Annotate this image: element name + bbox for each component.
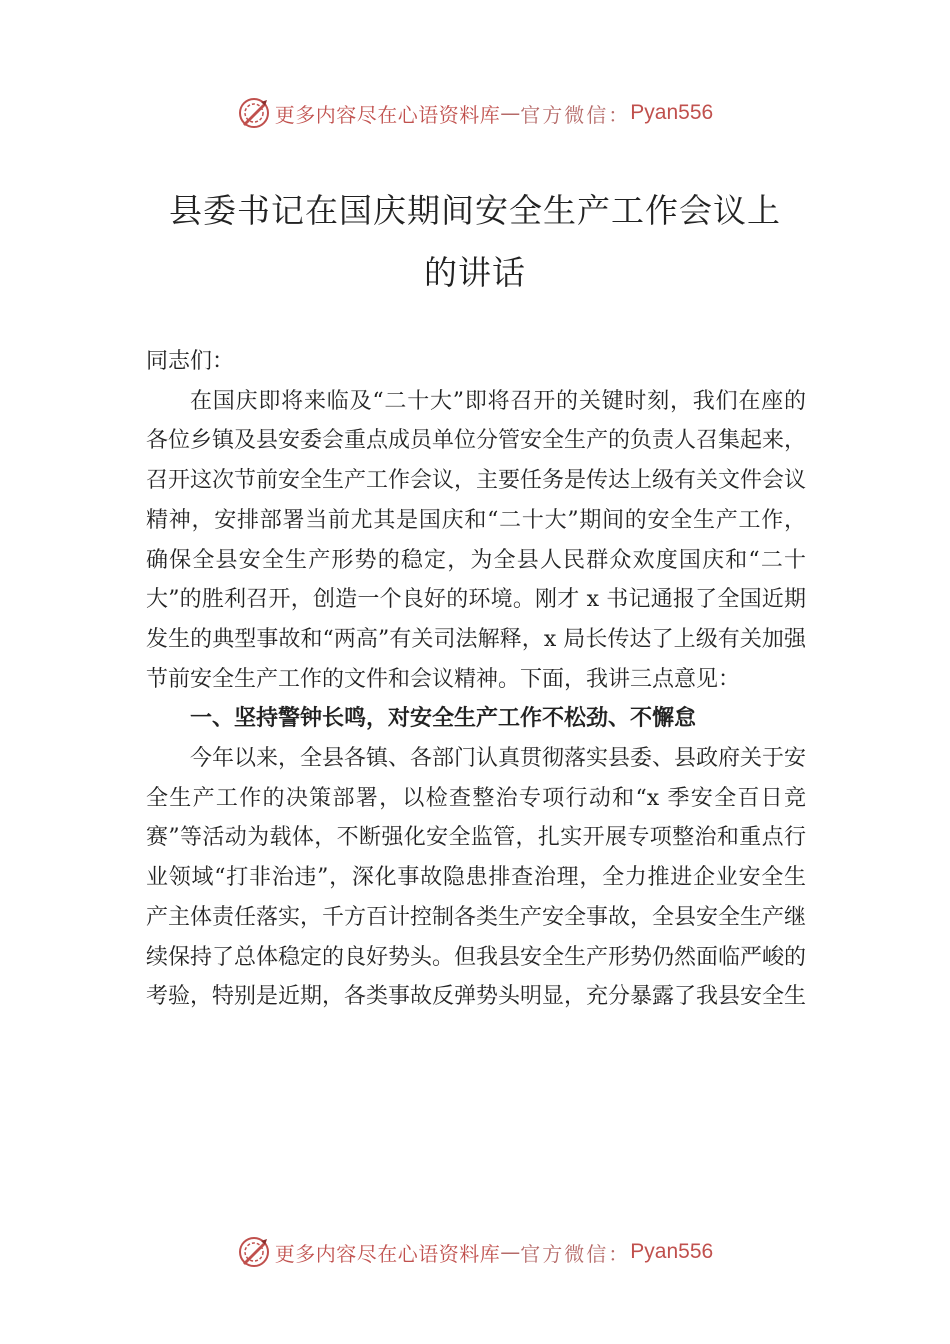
logo-icon bbox=[237, 1235, 271, 1269]
banner-slogan: 更多内容尽在心语资料库 bbox=[274, 102, 501, 127]
header-watermark-banner bbox=[0, 93, 950, 133]
footer-watermark-banner bbox=[0, 1232, 950, 1272]
title-line-1: 县委书记在国庆期间安全生产工作会议上 bbox=[169, 191, 781, 230]
banner-separator: — bbox=[500, 101, 521, 125]
paragraph-intro: 在国庆即将来临及“二十大”即将召开的关键时刻，我们在座的各位乡镇及县安委会重点成员单位分管安全生产的负责人召集起来，召开这次节前安全生产工作会议，主要任务是传达上级有关文件会议精神，安排部署当前尤其是国庆和“二十大”期间的安全生产工作，确保全县安全生产形势的稳定，为全县人民群众欢度国庆和“二十大”的胜利召开，创造一个良好的环境。刚才 x 书记通报了全国近期发生的典型事故和“两高”有关司法解释，x 局长传达了上级有关加强节前安全生产工作的文件和会议精神。下面，我讲三点意见： bbox=[146, 388, 807, 692]
title-line-2: 的讲话 bbox=[424, 253, 526, 292]
banner-slogan: 更多内容尽在心语资料库 bbox=[274, 1241, 501, 1266]
banner-wechat-id: Pyan556 bbox=[630, 1240, 714, 1263]
banner-separator: — bbox=[500, 1240, 521, 1264]
banner-wechat-id: Pyan556 bbox=[630, 101, 714, 124]
document-title bbox=[145, 180, 805, 304]
banner-wechat-label: 官方微信： bbox=[520, 1241, 631, 1266]
banner-wechat-label: 官方微信： bbox=[520, 102, 631, 127]
salutation: 同志们： bbox=[146, 349, 235, 374]
section-heading-1: 一、坚持警钟长鸣，对安全生产工作不松劲、不懈怠 bbox=[190, 706, 697, 732]
logo-icon bbox=[237, 96, 271, 130]
paragraph-section-1: 今年以来，全县各镇、各部门认真贯彻落实县委、县政府关于安全生产工作的决策部署，以检查整治专项行动和“x 季安全百日竞赛”等活动为载体，不断强化安全监管，扎实开展专项整治和重点行业领域“打非治违”，深化事故隐患排查治理，全力推进企业安全生产主体责任落实，千方百计控制各类生产安全事故，全县安全生产继续保持了总体稳定的良好势头。但我县安全生产形势仍然面临严峻的考验，特别是近期，各类事故反弹势头明显，充分暴露了我县安全生 bbox=[146, 746, 807, 1010]
document-body bbox=[146, 342, 806, 1017]
